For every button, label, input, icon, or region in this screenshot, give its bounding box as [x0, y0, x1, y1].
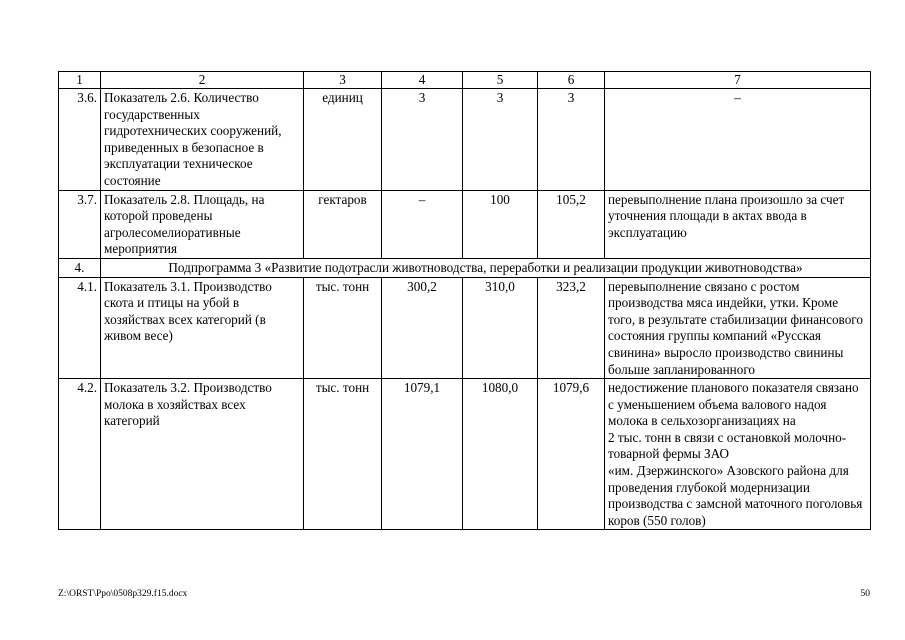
value-col6: 105,2 [538, 190, 605, 258]
value-col5: 1080,0 [463, 379, 538, 530]
unit: единиц [304, 89, 382, 191]
indicator-name: Показатель 3.1. Производство скота и птицы на убой в хозяйствах всех категорий (в живом весе) [101, 277, 304, 379]
note-line: недостижение планового показателя связано с уменьшением объема валового надоя молока в сельхозорганизациях на [608, 380, 859, 429]
note: перевыполнение плана произошло за счет уточнения площади в актах ввода в эксплуатацию [605, 190, 871, 258]
value-col6: 1079,6 [538, 379, 605, 530]
indicator-name: Показатель 2.6. Количество государственных гидротехнических сооружений, приведенных в безопасное в эксплуатации техническое состояние [101, 89, 304, 191]
column-number-row [59, 72, 871, 89]
indicator-name: Показатель 3.2. Производство молока в хозяйствах всех категорий [101, 379, 304, 530]
subprogram-row [59, 258, 871, 277]
col-header-7: 7 [605, 72, 871, 89]
table-row [59, 89, 871, 191]
col-header-5: 5 [463, 72, 538, 89]
subprogram-title: Подпрограмма 3 «Развитие подотрасли животноводства, переработки и реализации продукции животноводства» [101, 258, 871, 277]
value-col6: 323,2 [538, 277, 605, 379]
value-col6: 3 [538, 89, 605, 191]
indicators-table [58, 71, 871, 530]
value-col5: 100 [463, 190, 538, 258]
note: – [605, 89, 871, 191]
indicator-name: Показатель 2.8. Площадь, на которой проведены агролесомелиоративные мероприятия [101, 190, 304, 258]
value-col4: 300,2 [382, 277, 463, 379]
note [605, 379, 871, 530]
table-row [59, 277, 871, 379]
col-header-6: 6 [538, 72, 605, 89]
row-number: 4.2. [59, 379, 101, 530]
row-number: 3.6. [59, 89, 101, 191]
col-header-2: 2 [101, 72, 304, 89]
row-number: 4. [59, 258, 101, 277]
page-number: 50 [860, 589, 870, 599]
unit: гектаров [304, 190, 382, 258]
col-header-1: 1 [59, 72, 101, 89]
value-col4: – [382, 190, 463, 258]
document-table-container [58, 71, 870, 530]
table-row [59, 379, 871, 530]
table-row [59, 190, 871, 258]
row-number: 4.1. [59, 277, 101, 379]
col-header-3: 3 [304, 72, 382, 89]
note: перевыполнение связано с ростом производства мяса индейки, утки. Кроме того, в результате стабилизации финансового состояния группы компаний «Русская свинина» выросло производство свинины больше запланированного [605, 277, 871, 379]
row-number: 3.7. [59, 190, 101, 258]
unit: тыс. тонн [304, 277, 382, 379]
file-path: Z:\ORST\Ppo\0508p329.f15.docx [58, 589, 188, 599]
value-col4: 1079,1 [382, 379, 463, 530]
note-line: 2 тыс. тонн в связи с остановкой молочно-товарной фермы ЗАО [608, 429, 847, 462]
note-line: «им. Дзержинского» Азовского района для проведения глубокой модернизации производства с замсной маточного поголовья коров (550 голов) [608, 463, 863, 528]
value-col5: 3 [463, 89, 538, 191]
col-header-4: 4 [382, 72, 463, 89]
value-col4: 3 [382, 89, 463, 191]
value-col5: 310,0 [463, 277, 538, 379]
unit: тыс. тонн [304, 379, 382, 530]
